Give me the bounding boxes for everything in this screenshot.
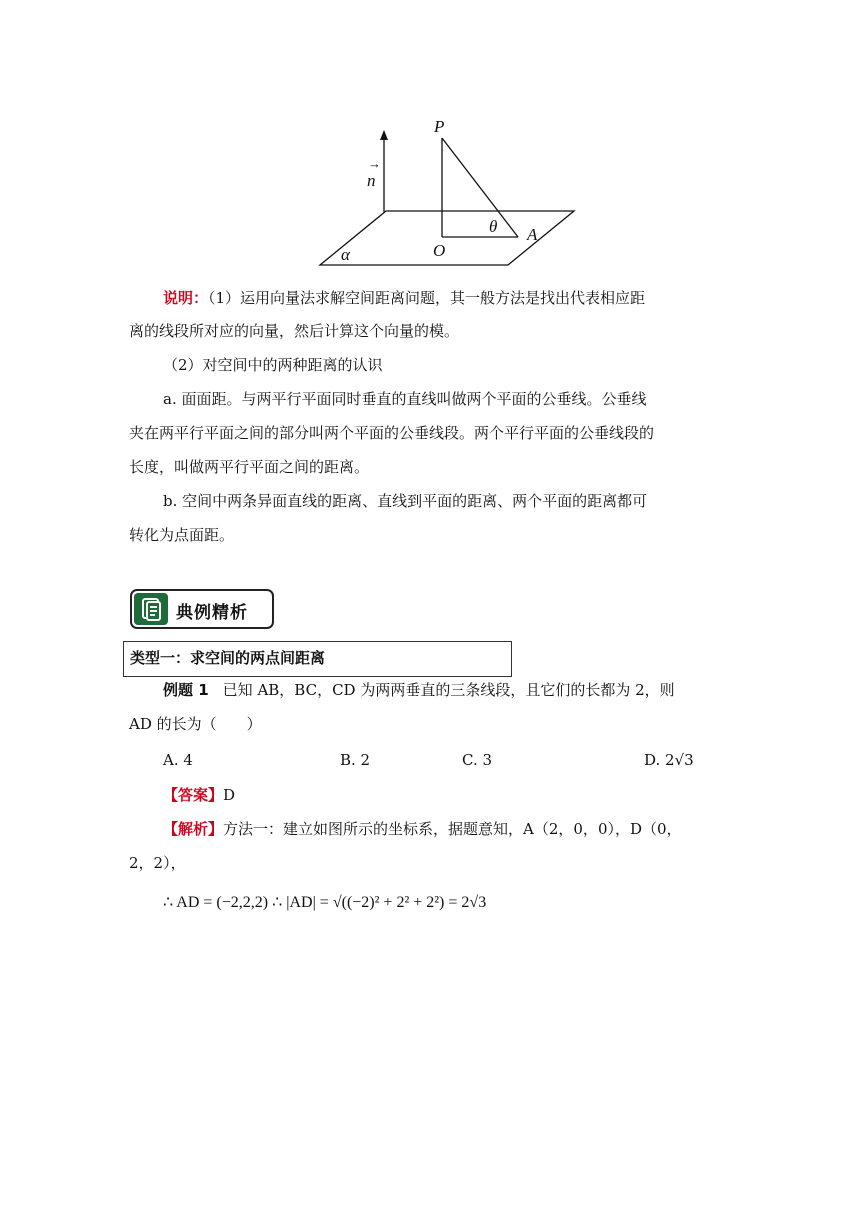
note-title: 说明： — [163, 289, 209, 307]
note-line-3a: a. 面面距。与两平行平面同时垂直的直线叫做两个平面的公垂线。公垂线 — [163, 390, 647, 408]
normal-vector-arrowhead — [380, 130, 388, 140]
analysis-text-a: 方法一：建立如图所示的坐标系，据题意知，A（2，0，0），D（0， — [223, 820, 682, 838]
analysis-line-b: 2，2）， — [129, 854, 186, 872]
note-line-1a — [163, 288, 645, 308]
segment-PA — [442, 138, 518, 237]
option-c: C. 3 — [462, 751, 493, 769]
label-O: O — [433, 241, 446, 260]
analysis-line-a — [163, 819, 682, 839]
note-line-4a: b. 空间中两条异面直线的距离、直线到平面的距离、两个平面的距离都可 — [163, 492, 648, 510]
answer-label: 【答案】 — [163, 786, 224, 804]
geometry-figure — [0, 0, 860, 300]
note-line-3b: 夹在两平行平面之间的部分叫两个平面的公垂线段。两个平行平面的公垂线段的 — [129, 424, 655, 442]
example-question-b: AD 的长为（ ） — [129, 715, 262, 733]
label-P: P — [434, 117, 445, 136]
section-title: 典例精析 — [176, 603, 248, 623]
option-d: D. 2√3 — [644, 751, 694, 769]
formula: ∴ AD = (−2,2,2) ∴ |AD| = √((−2)² + 2² + 2²) = 2√3 — [163, 894, 487, 911]
type-title: 类型一：求空间的两点间距离 — [130, 649, 326, 667]
example-line-a — [163, 680, 675, 700]
label-theta: θ — [489, 217, 498, 236]
analysis-label: 【解析】 — [163, 820, 224, 838]
label-n-arrow: → — [368, 156, 381, 171]
label-n: n — [367, 171, 376, 190]
answer-value: D — [223, 786, 236, 804]
note-line-1b: 离的线段所对应的向量，然后计算这个向量的模。 — [129, 322, 460, 340]
section-header — [130, 589, 274, 629]
example-label: 例题 1 — [163, 681, 209, 699]
label-A: A — [527, 225, 538, 244]
answer-line — [163, 785, 235, 805]
label-alpha: α — [341, 245, 350, 264]
option-a: A. 4 — [163, 751, 193, 769]
note-line-2: （2）对空间中的两种距离的认识 — [163, 356, 383, 374]
option-b: B. 2 — [340, 751, 371, 769]
note-line-3c: 长度，叫做两平行平面之间的距离。 — [129, 458, 370, 476]
note-line-4b: 转化为点面距。 — [129, 526, 235, 544]
document-icon — [134, 593, 168, 625]
type-box — [123, 641, 512, 677]
note-text-1a: （1）运用向量法求解空间距离问题，其一般方法是找出代表相应距 — [208, 289, 646, 307]
example-question-a: 已知 AB，BC，CD 为两两垂直的三条线段，且它们的长都为 2，则 — [222, 681, 675, 699]
